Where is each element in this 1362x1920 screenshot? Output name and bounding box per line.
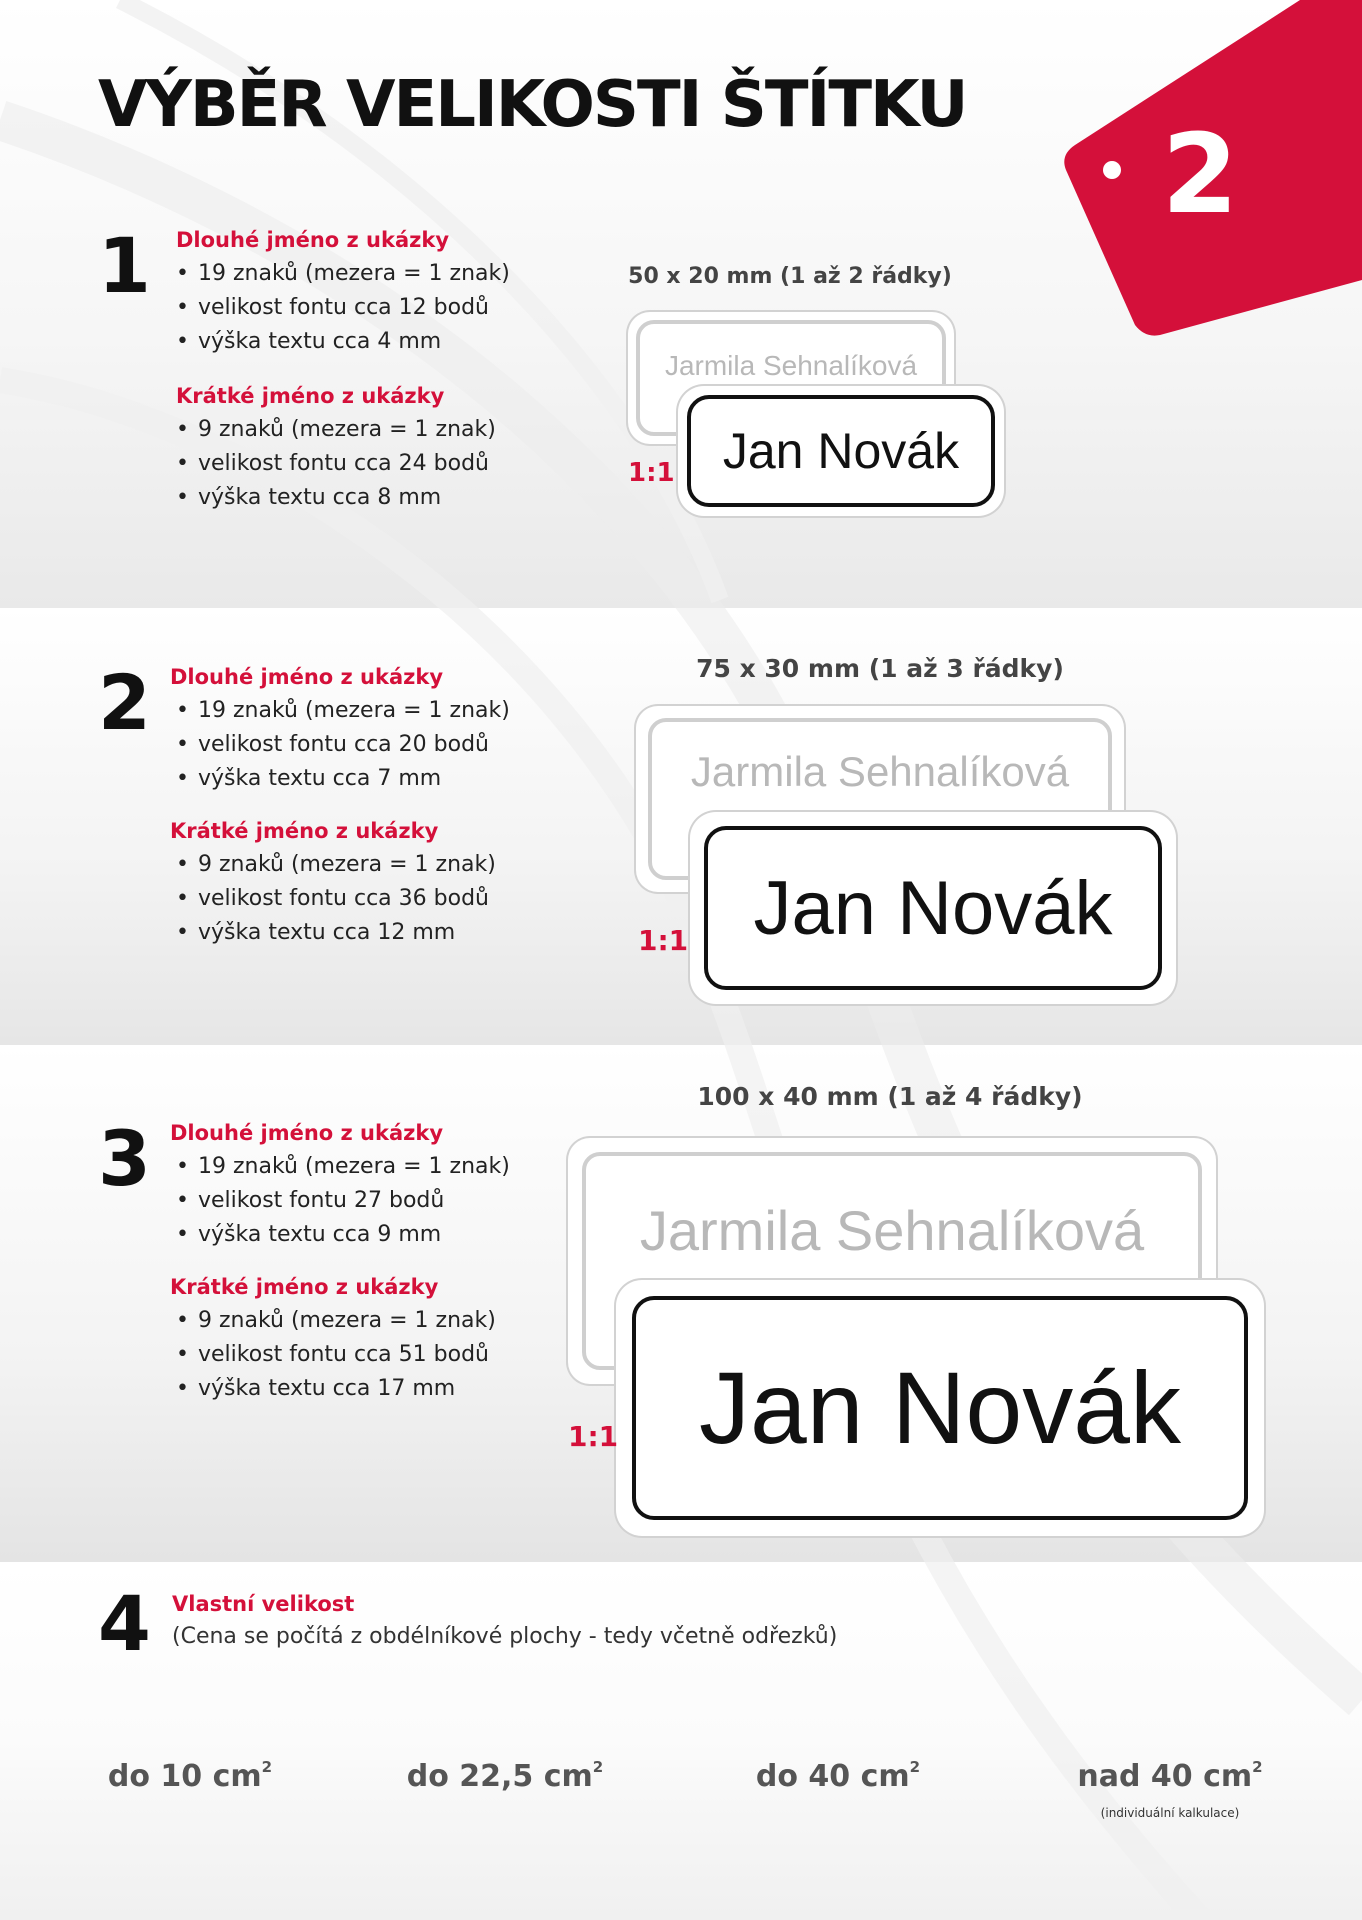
section-2-long-title: Dlouhé jméno z ukázky bbox=[170, 665, 444, 689]
list-item: • velikost fontu cca 24 bodů bbox=[176, 447, 496, 481]
price-tier-3 bbox=[708, 1758, 968, 1794]
section-4-number: 4 bbox=[98, 1579, 151, 1668]
section-3-long-list bbox=[176, 1150, 510, 1252]
list-item: • výška textu cca 12 mm bbox=[176, 916, 496, 950]
sample-label-long-text: Jarmila Sehnalíková bbox=[648, 718, 1112, 880]
list-item: • 9 znaků (mezera = 1 znak) bbox=[176, 413, 496, 447]
price-tier-4 bbox=[1040, 1758, 1300, 1794]
section-1-short-list bbox=[176, 413, 496, 515]
price-tier-label: do 10 cm bbox=[107, 1759, 262, 1794]
sample-label-short-2 bbox=[690, 812, 1176, 1004]
section-2-short-list bbox=[176, 848, 496, 950]
sample-label-short-1 bbox=[678, 386, 1004, 516]
section-1-number: 1 bbox=[98, 221, 151, 310]
list-item: • výška textu cca 8 mm bbox=[176, 481, 496, 515]
price-tier-4-note: (individuální kalkulace) bbox=[1100, 1806, 1240, 1820]
section-4-title: Vlastní velikost bbox=[172, 1592, 355, 1616]
section-1-dimension: 50 x 20 mm (1 až 2 řádky) bbox=[628, 264, 952, 289]
price-tier-label: do 22,5 cm bbox=[406, 1759, 593, 1794]
tag-number: 2 bbox=[1161, 110, 1239, 238]
tag-hole-icon bbox=[1103, 161, 1121, 179]
section-2-dimension: 75 x 30 mm (1 až 3 řádky) bbox=[696, 654, 1064, 683]
section-1-short-title: Krátké jméno z ukázky bbox=[176, 384, 445, 408]
section-2-long-list bbox=[176, 694, 510, 796]
sample-label-short-text: Jan Novák bbox=[704, 826, 1162, 990]
list-item: • 19 znaků (mezera = 1 znak) bbox=[176, 694, 510, 728]
price-tier-unit-exponent: 2 bbox=[1252, 1758, 1263, 1776]
list-item: • výška textu cca 9 mm bbox=[176, 1218, 510, 1252]
sample-label-short-3 bbox=[616, 1280, 1264, 1536]
list-item: • velikost fontu 27 bodů bbox=[176, 1184, 510, 1218]
list-item: • velikost fontu cca 20 bodů bbox=[176, 728, 510, 762]
section-3-scale: 1:1 bbox=[568, 1420, 619, 1453]
page-title: VÝBĚR VELIKOSTI ŠTÍTKU bbox=[98, 68, 967, 142]
price-tier-label: nad 40 cm bbox=[1077, 1759, 1253, 1794]
price-tier-label: do 40 cm bbox=[755, 1759, 910, 1794]
section-3-short-title: Krátké jméno z ukázky bbox=[170, 1275, 439, 1299]
list-item: • 9 znaků (mezera = 1 znak) bbox=[176, 1304, 496, 1338]
list-item: • 9 znaků (mezera = 1 znak) bbox=[176, 848, 496, 882]
list-item: • výška textu cca 4 mm bbox=[176, 325, 510, 359]
list-item: • velikost fontu cca 51 bodů bbox=[176, 1338, 496, 1372]
tag-number-badge bbox=[1050, 0, 1362, 340]
section-1-long-title: Dlouhé jméno z ukázky bbox=[176, 228, 450, 252]
section-3-dimension: 100 x 40 mm (1 až 4 řádky) bbox=[697, 1082, 1083, 1111]
price-tier-unit-exponent: 2 bbox=[909, 1758, 921, 1776]
price-tier-1 bbox=[60, 1758, 320, 1794]
section-2-scale: 1:1 bbox=[638, 924, 689, 957]
section-3-number: 3 bbox=[98, 1114, 151, 1203]
price-tier-unit-exponent: 2 bbox=[592, 1758, 604, 1776]
price-tier-unit-exponent: 2 bbox=[261, 1758, 273, 1776]
section-2-short-title: Krátké jméno z ukázky bbox=[170, 819, 439, 843]
sample-label-short-text: Jan Novák bbox=[632, 1296, 1248, 1520]
section-1-scale: 1:1 bbox=[628, 458, 675, 488]
section-3-short-list bbox=[176, 1304, 496, 1406]
list-item: • výška textu cca 17 mm bbox=[176, 1372, 496, 1406]
section-1-long-list bbox=[176, 257, 510, 359]
list-item: • 19 znaků (mezera = 1 znak) bbox=[176, 1150, 510, 1184]
sample-label-short-text: Jan Novák bbox=[687, 395, 995, 507]
section-4-description: (Cena se počítá z obdélníkové plochy - tedy včetně odřezků) bbox=[172, 1624, 838, 1649]
list-item: • velikost fontu cca 36 bodů bbox=[176, 882, 496, 916]
section-3-long-title: Dlouhé jméno z ukázky bbox=[170, 1121, 444, 1145]
sample-label-long-text: Jarmila Sehnalíková bbox=[636, 320, 946, 436]
list-item: • výška textu cca 7 mm bbox=[176, 762, 510, 796]
list-item: • velikost fontu cca 12 bodů bbox=[176, 291, 510, 325]
list-item: • 19 znaků (mezera = 1 znak) bbox=[176, 257, 510, 291]
price-tier-2 bbox=[375, 1758, 635, 1794]
section-2-number: 2 bbox=[98, 658, 151, 747]
sample-label-long-text: Jarmila Sehnalíková bbox=[582, 1152, 1202, 1370]
